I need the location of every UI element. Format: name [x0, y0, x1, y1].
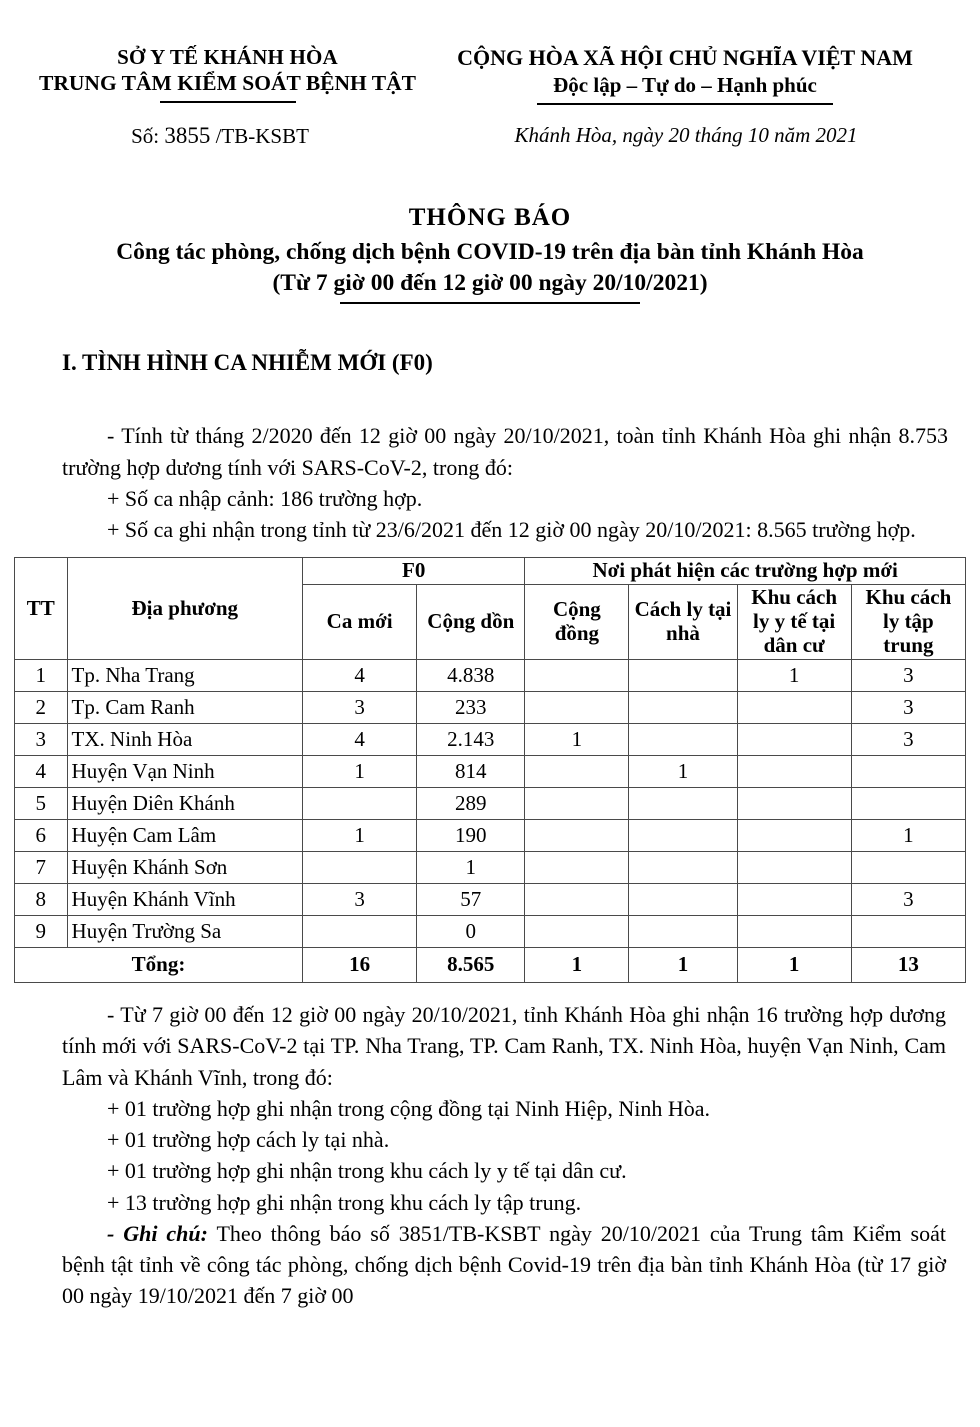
- table-row: [15, 820, 966, 852]
- header-medical-zone: Khu cách ly y tế tại dân cư: [737, 585, 851, 660]
- table-row: [15, 852, 966, 884]
- total-central-zone: 13: [851, 948, 965, 983]
- row-tt: 7: [15, 852, 68, 884]
- document-number-suffix: /TB-KSBT: [215, 123, 309, 148]
- row-central-zone: [851, 916, 965, 948]
- total-cumulative: 8.565: [417, 948, 525, 983]
- row-medical-zone: 1: [737, 660, 851, 692]
- row-central-zone: [851, 756, 965, 788]
- row-medical-zone: [737, 756, 851, 788]
- header-community: Cộng đồng: [525, 585, 629, 660]
- row-tt: 8: [15, 884, 68, 916]
- reporting-period: [272, 268, 707, 300]
- period-underline-rule: [340, 302, 640, 304]
- row-locality: Huyện Diên Khánh: [67, 788, 302, 820]
- row-cumulative: 190: [417, 820, 525, 852]
- row-community: [525, 756, 629, 788]
- place-and-date: Khánh Hòa, ngày 20 tháng 10 năm 2021: [514, 122, 858, 147]
- covid-case-table: [14, 557, 966, 983]
- header-tt: TT: [15, 558, 68, 660]
- table-row: [15, 788, 966, 820]
- section-2-bullet-3: + 01 trường hợp ghi nhận trong khu cách ly y tế tại dân cư.: [107, 1158, 627, 1184]
- row-home-quarantine: 1: [629, 756, 737, 788]
- row-home-quarantine: [629, 916, 737, 948]
- total-medical-zone: 1: [737, 948, 851, 983]
- row-community: [525, 852, 629, 884]
- row-locality: Huyện Khánh Sơn: [67, 852, 302, 884]
- header-home-quarantine: Cách ly tại nhà: [629, 585, 737, 660]
- header-locality: Địa phương: [67, 558, 302, 660]
- table-row: [15, 724, 966, 756]
- row-new-cases: 3: [303, 692, 417, 724]
- national-heading: [420, 44, 980, 105]
- motto-underline-rule: [537, 103, 833, 105]
- table-row: [15, 660, 966, 692]
- row-home-quarantine: [629, 692, 737, 724]
- row-new-cases: 4: [303, 660, 417, 692]
- row-locality: Tp. Cam Ranh: [67, 692, 302, 724]
- row-community: [525, 820, 629, 852]
- note-label: - Ghi chú:: [107, 1220, 208, 1246]
- row-central-zone: 3: [851, 724, 965, 756]
- row-central-zone: [851, 852, 965, 884]
- row-cumulative: 0: [417, 916, 525, 948]
- row-medical-zone: [737, 724, 851, 756]
- row-locality: Tp. Nha Trang: [67, 660, 302, 692]
- row-community: 1: [525, 724, 629, 756]
- department-name: SỞ Y TẾ KHÁNH HÒA: [117, 45, 338, 69]
- country-name: CỘNG HÒA XÃ HỘI CHỦ NGHĨA VIỆT NAM: [457, 45, 913, 70]
- table-row: [15, 884, 966, 916]
- row-tt: 1: [15, 660, 68, 692]
- row-tt: 4: [15, 756, 68, 788]
- row-central-zone: 3: [851, 692, 965, 724]
- issuing-organization: [0, 44, 420, 105]
- case-table-wrapper: [0, 557, 980, 983]
- row-cumulative: 2.143: [417, 724, 525, 756]
- header-source-group: Nơi phát hiện các trường hợp mới: [525, 558, 966, 585]
- row-locality: Huyện Trường Sa: [67, 916, 302, 948]
- note-body: Theo thông báo số 3851/TB-KSBT ngày 20/10/2021 của Trung tâm Kiểm soát bệnh tật tỉnh về công tác phòng, chống dịch bệnh Covid-19 trên địa bàn tỉnh Khánh Hòa (từ 17 giờ 00 ngày 19/10/2021 đến 7 giờ 00: [62, 1220, 947, 1309]
- section-2-bullet-1: + 01 trường hợp ghi nhận trong cộng đồng tại Ninh Hiệp, Ninh Hòa.: [107, 1095, 711, 1121]
- header-new-cases: Ca mới: [303, 585, 417, 660]
- total-community: 1: [525, 948, 629, 983]
- row-tt: 9: [15, 916, 68, 948]
- document-meta-row: [0, 123, 980, 149]
- section-2-bullet-4: + 13 trường hợp ghi nhận trong khu cách ly tập trung.: [107, 1189, 582, 1215]
- row-cumulative: 289: [417, 788, 525, 820]
- row-new-cases: [303, 788, 417, 820]
- row-tt: 6: [15, 820, 68, 852]
- header-f0-group: F0: [303, 558, 525, 585]
- document-number-value: 3855: [164, 122, 211, 148]
- row-home-quarantine: [629, 788, 737, 820]
- section-1-paragraph-1: - Tính từ tháng 2/2020 đến 12 giờ 00 ngày 20/10/2021, toàn tỉnh Khánh Hòa ghi nhận 8.753 trường hợp dương tính với SARS-CoV-2, trong đó:: [62, 423, 948, 480]
- row-new-cases: 1: [303, 756, 417, 788]
- case-table-body: [15, 660, 966, 983]
- section-2-bullet-2: + 01 trường hợp cách ly tại nhà.: [107, 1127, 390, 1153]
- row-medical-zone: [737, 788, 851, 820]
- row-community: [525, 916, 629, 948]
- row-medical-zone: [737, 916, 851, 948]
- row-home-quarantine: [629, 820, 737, 852]
- section-1-bullet-2: + Số ca ghi nhận trong tỉnh từ 23/6/2021 đến 12 giờ 00 ngày 20/10/2021: 8.565 trường hợp.: [107, 517, 916, 543]
- title-block: [0, 201, 980, 300]
- section-2-note: [62, 1218, 958, 1312]
- reporting-period-text: (Từ 7 giờ 00 đến 12 giờ 00 ngày 20/10/2021): [272, 270, 708, 297]
- document-number-label: Số:: [131, 123, 160, 148]
- org-underline-rule: [160, 101, 296, 103]
- document-number: [0, 123, 420, 149]
- row-cumulative: 1: [417, 852, 525, 884]
- row-medical-zone: [737, 692, 851, 724]
- row-central-zone: 3: [851, 660, 965, 692]
- row-locality: TX. Ninh Hòa: [67, 724, 302, 756]
- masthead: [0, 0, 980, 105]
- row-new-cases: [303, 852, 417, 884]
- row-medical-zone: [737, 820, 851, 852]
- national-motto: Độc lập – Tự do – Hạnh phúc: [553, 72, 817, 97]
- section-1-body: [0, 420, 980, 545]
- row-central-zone: 3: [851, 884, 965, 916]
- row-central-zone: 1: [851, 820, 965, 852]
- row-community: [525, 692, 629, 724]
- table-row: [15, 756, 966, 788]
- document-subtitle: Công tác phòng, chống dịch bệnh COVID-19 trên địa bàn tỉnh Khánh Hòa: [116, 238, 864, 265]
- table-header-row-1: [15, 558, 966, 585]
- row-new-cases: 3: [303, 884, 417, 916]
- row-new-cases: 4: [303, 724, 417, 756]
- section-1-bullet-1: + Số ca nhập cảnh: 186 trường hợp.: [107, 485, 423, 511]
- row-tt: 2: [15, 692, 68, 724]
- total-home-quarantine: 1: [629, 948, 737, 983]
- row-community: [525, 788, 629, 820]
- total-new-cases: 16: [303, 948, 417, 983]
- row-medical-zone: [737, 852, 851, 884]
- row-medical-zone: [737, 884, 851, 916]
- row-home-quarantine: [629, 884, 737, 916]
- total-label: Tổng:: [15, 948, 303, 983]
- row-locality: Huyện Khánh Vĩnh: [67, 884, 302, 916]
- row-home-quarantine: [629, 852, 737, 884]
- row-locality: Huyện Cam Lâm: [67, 820, 302, 852]
- row-tt: 3: [15, 724, 68, 756]
- document-type-title: THÔNG BÁO: [408, 203, 572, 231]
- row-cumulative: 57: [417, 884, 525, 916]
- row-home-quarantine: [629, 724, 737, 756]
- section-1-heading: I. TÌNH HÌNH CA NHIỄM MỚI (F0): [62, 349, 433, 375]
- row-cumulative: 4.838: [417, 660, 525, 692]
- header-central-zone: Khu cách ly tập trung: [851, 585, 965, 660]
- row-cumulative: 814: [417, 756, 525, 788]
- row-new-cases: 1: [303, 820, 417, 852]
- row-community: [525, 660, 629, 692]
- row-cumulative: 233: [417, 692, 525, 724]
- section-2-body: [0, 999, 980, 1311]
- row-locality: Huyện Vạn Ninh: [67, 756, 302, 788]
- table-row: [15, 692, 966, 724]
- row-tt: 5: [15, 788, 68, 820]
- header-cumulative: Cộng dồn: [417, 585, 525, 660]
- row-new-cases: [303, 916, 417, 948]
- table-row: [15, 916, 966, 948]
- section-2-paragraph-1: - Từ 7 giờ 00 đến 12 giờ 00 ngày 20/10/2021, tỉnh Khánh Hòa ghi nhận 16 trường hợp dương tính mới với SARS-CoV-2 tại TP. Nha Trang, TP. Cam Ranh, TX. Ninh Hòa, huyện Vạn Ninh, Cam Lâm và Khánh Vĩnh, trong đó:: [62, 1002, 946, 1090]
- row-home-quarantine: [629, 660, 737, 692]
- row-central-zone: [851, 788, 965, 820]
- center-name: TRUNG TÂM KIỂM SOÁT BỆNH TẬT: [39, 71, 416, 96]
- row-community: [525, 884, 629, 916]
- table-total-row: [15, 948, 966, 983]
